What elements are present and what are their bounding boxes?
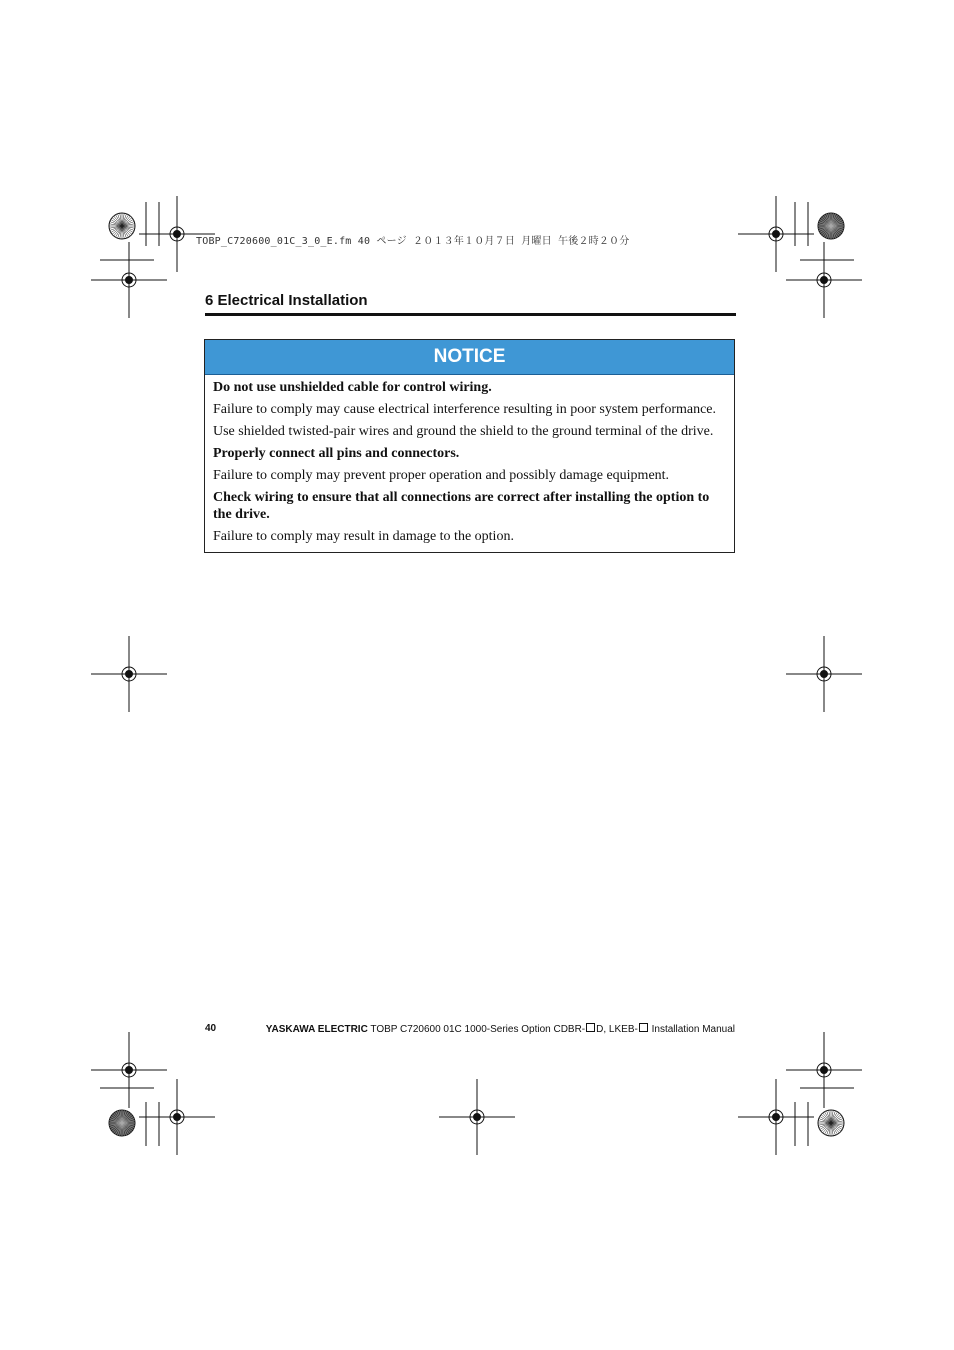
notice-header: NOTICE: [205, 340, 734, 375]
registration-mark-icon: [91, 242, 167, 318]
footer-brand: YASKAWA ELECTRIC: [265, 1024, 368, 1035]
registration-mark-icon: [738, 196, 814, 272]
footer-doc-part: Installation Manual: [648, 1024, 735, 1035]
registration-mark-icon: [91, 1032, 167, 1108]
footer-doc-title: [266, 1023, 735, 1035]
star-target-icon: [818, 213, 844, 239]
notice-body: [205, 375, 734, 545]
placeholder-box-icon: [639, 1023, 648, 1032]
notice-item: Check wiring to ensure that all connections are correct after installing the option to the drive.: [213, 490, 710, 522]
notice-item: Failure to comply may prevent proper operation and possibly damage equipment.: [213, 468, 670, 483]
registration-mark-icon: [786, 636, 862, 712]
footer-doc-part: D, LKEB-: [596, 1024, 638, 1035]
registration-mark-icon: [139, 1079, 215, 1155]
star-target-icon: [818, 1110, 844, 1136]
registration-mark-icon: [738, 1079, 814, 1155]
file-slug-line: TOBP_C720600_01C_3_0_E.fm 40 ページ ２０１３年１０月７日 月曜日 午後２時２０分: [196, 236, 630, 247]
notice-item: Use shielded twisted-pair wires and ground the shield to the ground terminal of the drive.: [213, 424, 714, 439]
registration-mark-icon: [439, 1079, 515, 1155]
registration-mark-icon: [91, 636, 167, 712]
section-title: 6 Electrical Installation: [205, 292, 736, 316]
placeholder-box-icon: [586, 1023, 595, 1032]
registration-mark-icon: [786, 242, 862, 318]
star-target-icon: [109, 1110, 135, 1136]
footer-doc-part: TOBP C720600 01C 1000-Series Option CDBR-: [367, 1024, 586, 1035]
star-target-icon: [109, 213, 135, 239]
registration-mark-icon: [786, 1032, 862, 1108]
notice-item: Do not use unshielded cable for control wiring.: [213, 380, 492, 395]
page-number: 40: [205, 1023, 217, 1034]
notice-item: Failure to comply may result in damage to the option.: [213, 529, 514, 544]
notice-item: Failure to comply may cause electrical interference resulting in poor system performance.: [213, 402, 717, 417]
notice-item: Properly connect all pins and connectors.: [213, 446, 460, 461]
notice-box: [204, 339, 735, 553]
